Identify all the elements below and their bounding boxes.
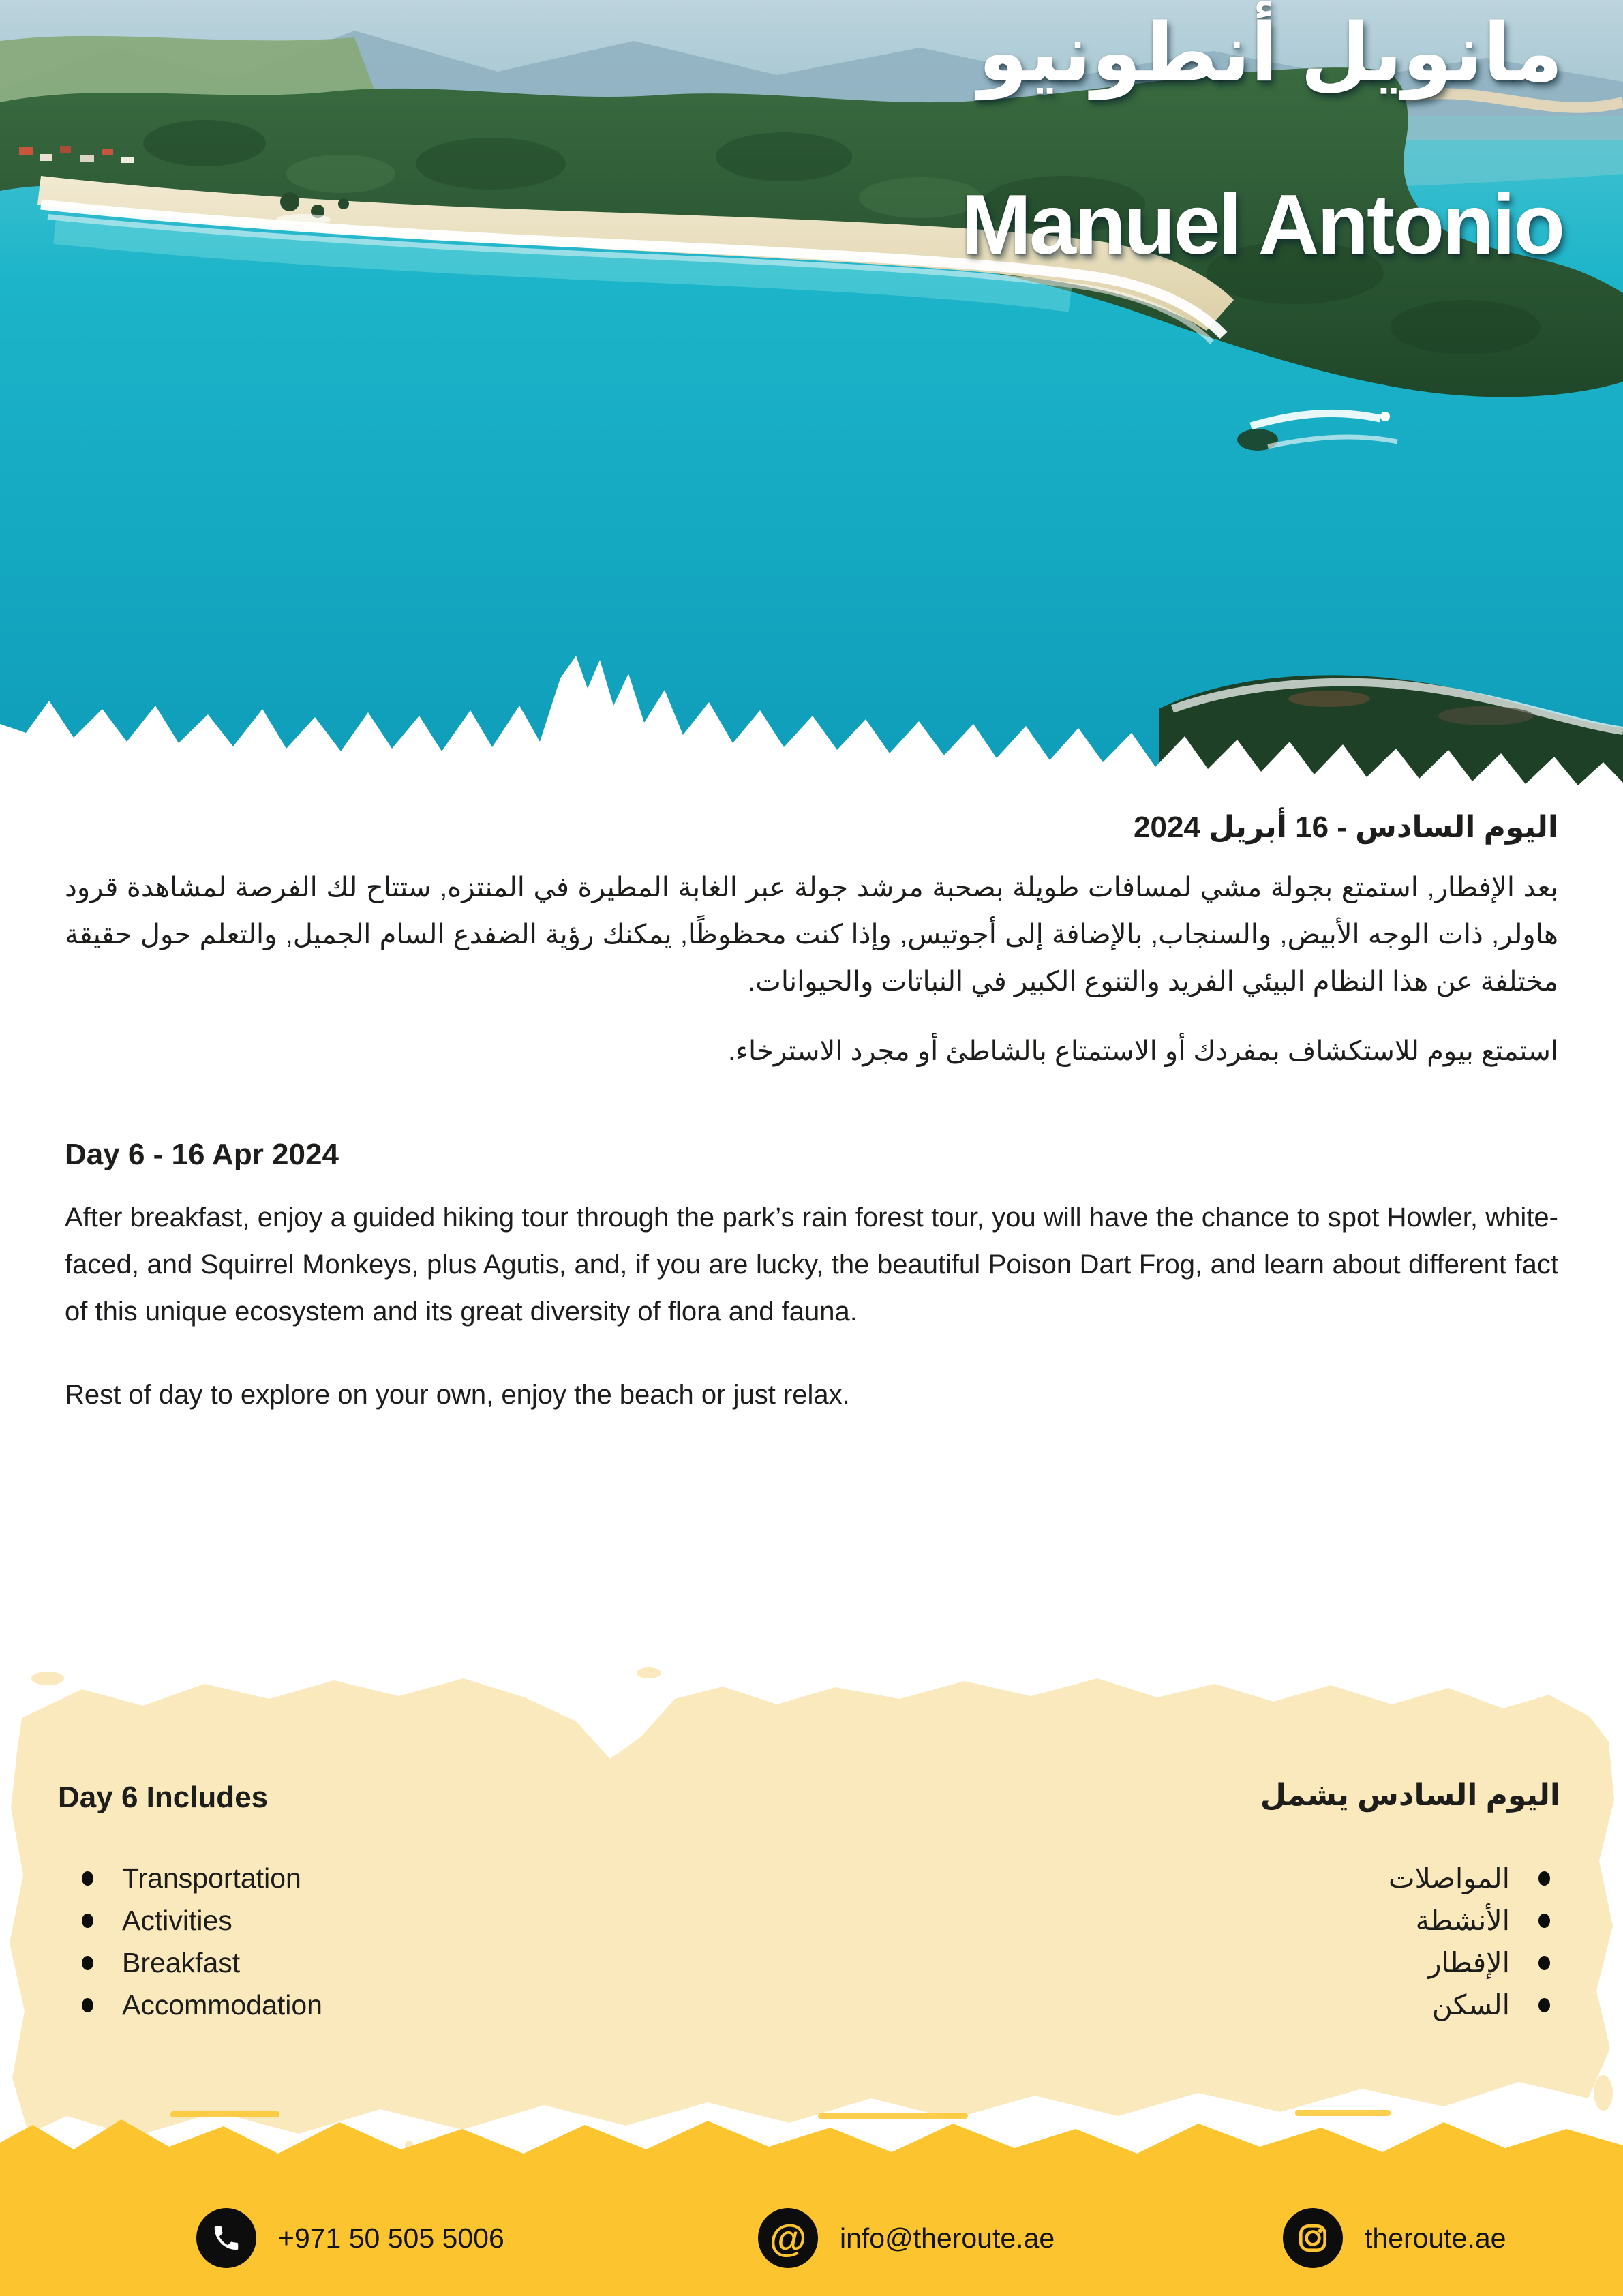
day-description-arabic: بعد الإفطار, استمتع بجولة مشي لمسافات طويلة بصحبة مرشد جولة عبر الغابة المطيرة في المنتزه, ستتاح لك الفرصة لمشاهدة قرود هاولر, ذات الوجه الأبيض, والسنجاب, بالإضافة إلى أجوتيس, وإذا كنت محظوظًا, يمكنك رؤية الضفدع السام الجميل, والتعلم حول حقيقة مختلفة عن هذا النظام البيئي الفريد والتنوع الكبير في النباتات والحيوانات. xyxy=(65,873,1558,997)
includes-item-label: Accommodation xyxy=(122,1989,322,2021)
includes-item-breakfast-ar xyxy=(1389,1942,1558,1984)
hero-beach-aerial-image xyxy=(0,0,1623,808)
includes-item-activities-ar xyxy=(1389,1899,1558,1942)
page-title-arabic: مانويل أنطونيو xyxy=(977,8,1563,98)
day-description-english: After breakfast, enjoy a guided hiking tour through the park’s rain forest tour, you will have the chance to spot Howler, white-faced, and Squirrel Monkeys, plus Agutis, and, if you are lucky, the beautiful Poison Dart Frog, and learn about different fact of this unique ecosystem and its great diversity of flora and fauna. xyxy=(65,1203,1558,1327)
includes-item-label: السكن xyxy=(1431,1989,1510,2021)
includes-item-label: Transportation xyxy=(122,1862,301,1894)
email-address: info@theroute.ae xyxy=(840,2222,1055,2254)
day-date-heading-arabic: اليوم السادس - 16 أبريل 2024 xyxy=(1134,811,1558,844)
includes-item-transportation-ar xyxy=(1389,1857,1558,1899)
includes-heading-arabic: اليوم السادس يشمل xyxy=(1260,1779,1560,1812)
phone-icon xyxy=(196,2208,256,2268)
includes-item-label: المواصلات xyxy=(1388,1862,1510,1894)
includes-item-label: Breakfast xyxy=(122,1946,241,1978)
includes-item-transportation xyxy=(74,1857,322,1899)
footer-instagram[interactable] xyxy=(1283,2207,1506,2269)
bullet-icon xyxy=(1538,1956,1550,1970)
includes-item-breakfast xyxy=(74,1942,322,1984)
bullet-icon xyxy=(82,1956,93,1970)
includes-list-english xyxy=(74,1857,322,2026)
hero-section xyxy=(0,0,1623,808)
bullet-icon xyxy=(82,1871,93,1886)
includes-item-label: الإفطار xyxy=(1427,1947,1510,1978)
rest-day-note-english: Rest of day to explore on your own, enjoy the beach or just relax. xyxy=(65,1380,850,1410)
bullet-icon xyxy=(82,1998,93,2012)
includes-heading-english: Day 6 Includes xyxy=(58,1781,269,1814)
includes-item-accommodation xyxy=(74,1984,322,2026)
page-title-english: Manuel Antonio xyxy=(960,178,1563,272)
includes-item-activities xyxy=(74,1899,322,1942)
includes-item-accommodation-ar xyxy=(1389,1984,1558,2026)
phone-number: +971 50 505 5006 xyxy=(278,2222,504,2254)
bullet-icon xyxy=(1538,1998,1550,2012)
footer-phone[interactable] xyxy=(196,2207,504,2269)
includes-list-arabic xyxy=(1389,1857,1558,2026)
bullet-icon xyxy=(82,1914,93,1928)
includes-item-label: الأنشطة xyxy=(1415,1905,1510,1936)
instagram-handle: theroute.ae xyxy=(1365,2222,1506,2254)
footer-brush-edge xyxy=(0,2110,1623,2161)
rest-day-note-arabic: استمتع بيوم للاستكشاف بمفردك أو الاستمتاع بالشاطئ أو مجرد الاسترخاء. xyxy=(728,1036,1558,1066)
includes-item-label: Activities xyxy=(122,1904,232,1936)
instagram-icon xyxy=(1283,2208,1343,2268)
bullet-icon xyxy=(1538,1914,1550,1928)
bullet-icon xyxy=(1538,1871,1550,1886)
day-date-heading-english: Day 6 - 16 Apr 2024 xyxy=(65,1138,339,1171)
email-at-icon: @ xyxy=(758,2208,818,2268)
footer-email[interactable] xyxy=(758,2207,1055,2269)
